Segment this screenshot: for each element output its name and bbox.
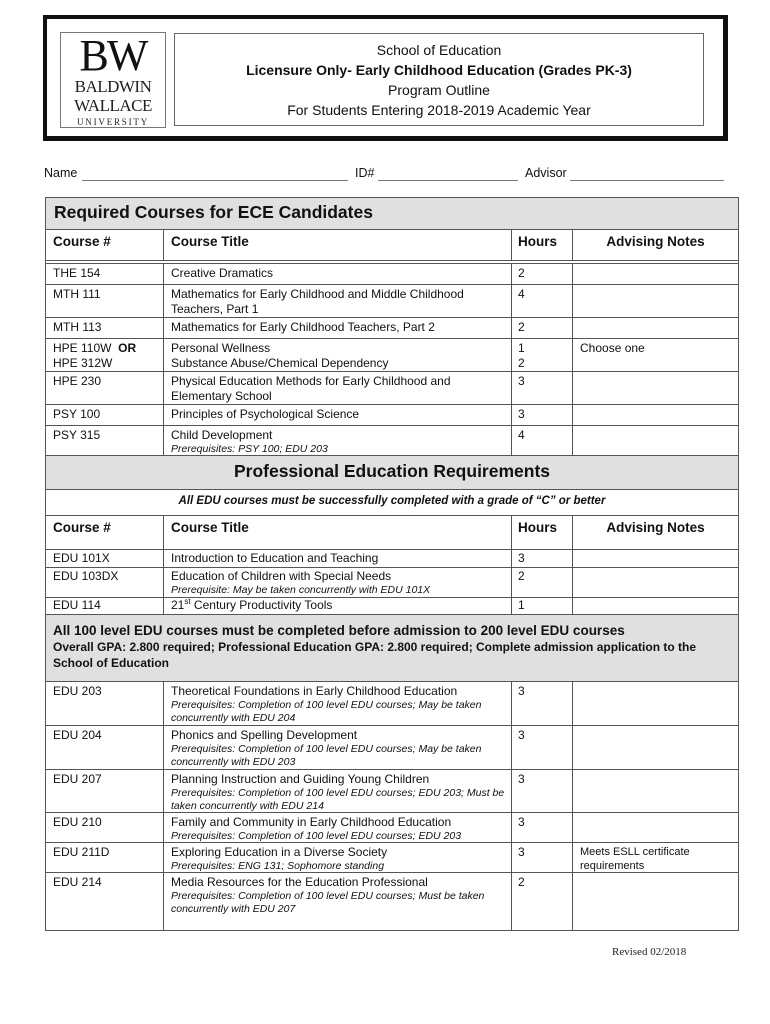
course-title-text: Theoretical Foundations in Early Childhood Education bbox=[171, 684, 458, 698]
required-courses-table bbox=[45, 197, 739, 458]
course-title-text: Child Development bbox=[171, 428, 273, 442]
program-title: Licensure Only- Early Childhood Education (Grades PK-3) bbox=[246, 61, 632, 78]
admission-note-heading: All 100 level EDU courses must be completed before admission to 200 level EDU courses bbox=[53, 623, 625, 638]
prerequisite-note: Prerequisite: May be taken concurrently with EDU 101X bbox=[171, 584, 431, 596]
course-title-text: Phonics and Spelling Development bbox=[171, 728, 358, 742]
course-number: EDU 210 bbox=[46, 813, 164, 842]
course-title: Mathematics for Early Childhood and Middle Childhood Teachers, Part 1 bbox=[164, 285, 512, 317]
course-number: EDU 203 bbox=[46, 682, 164, 725]
advising-notes bbox=[573, 873, 738, 930]
course-title-text: Education of Children with Special Needs bbox=[171, 569, 392, 583]
course-hours: 4 bbox=[512, 285, 573, 317]
admission-requirements-note bbox=[46, 615, 738, 682]
course-hours: 2 bbox=[512, 568, 573, 597]
logo-university: UNIVERSITY bbox=[77, 117, 149, 127]
name-field[interactable] bbox=[82, 180, 348, 181]
id-label: ID# bbox=[355, 166, 375, 180]
advising-notes bbox=[573, 550, 738, 567]
course-hours: 3 bbox=[512, 372, 573, 404]
course-number: EDU 101X bbox=[46, 550, 164, 567]
course-number: PSY 315 bbox=[46, 426, 164, 457]
prerequisite-note: Prerequisites: Completion of 100 level EDU courses; May be taken concurrently with EDU 203 bbox=[171, 743, 482, 768]
table-row bbox=[46, 285, 738, 318]
course-title bbox=[164, 426, 512, 457]
course-hours: 3 bbox=[512, 843, 573, 872]
advising-notes bbox=[573, 426, 738, 457]
course-title bbox=[164, 339, 512, 371]
table-row bbox=[46, 682, 738, 726]
entering-year: For Students Entering 2018-2019 Academic Year bbox=[287, 101, 591, 118]
course-title-1: Personal Wellness bbox=[171, 341, 271, 355]
table-row bbox=[46, 568, 738, 598]
or-label: OR bbox=[118, 341, 137, 355]
course-option-2: HPE 312W bbox=[53, 356, 113, 370]
grade-requirement-note: All EDU courses must be successfully completed with a grade of “C” or better bbox=[46, 490, 738, 516]
prerequisite-note: Prerequisites: Completion of 100 level EDU courses; May be taken concurrently with EDU 204 bbox=[171, 699, 482, 724]
course-hours: 3 bbox=[512, 813, 573, 842]
advising-notes bbox=[573, 372, 738, 404]
advisor-label: Advisor bbox=[525, 166, 567, 180]
course-hours: 3 bbox=[512, 682, 573, 725]
course-number: HPE 230 bbox=[46, 372, 164, 404]
table-row bbox=[46, 598, 738, 615]
course-hours: 2 bbox=[512, 318, 573, 338]
course-hours-1: 1 bbox=[518, 341, 525, 355]
course-hours bbox=[512, 339, 573, 371]
ordinal-suffix: st bbox=[184, 597, 191, 606]
student-info-row bbox=[44, 166, 734, 184]
table-row bbox=[46, 813, 738, 843]
course-hours: 1 bbox=[512, 598, 573, 614]
course-hours-2: 2 bbox=[518, 356, 525, 370]
course-title bbox=[164, 682, 512, 725]
logo-wallace: WALLACE bbox=[74, 96, 152, 115]
advising-notes bbox=[573, 598, 738, 614]
course-title: Principles of Psychological Science bbox=[164, 405, 512, 425]
title-part: Century Productivity Tools bbox=[190, 598, 333, 612]
course-hours: 4 bbox=[512, 426, 573, 457]
outline-label: Program Outline bbox=[388, 81, 490, 98]
course-number: EDU 204 bbox=[46, 726, 164, 769]
title-part: 21 bbox=[171, 598, 185, 612]
professional-education-table bbox=[45, 455, 739, 931]
course-title bbox=[164, 813, 512, 842]
table-row bbox=[46, 873, 738, 930]
course-number: EDU 211D bbox=[46, 843, 164, 872]
table-row bbox=[46, 372, 738, 405]
table-row bbox=[46, 843, 738, 873]
advising-notes bbox=[573, 405, 738, 425]
advising-notes bbox=[573, 682, 738, 725]
course-hours: 3 bbox=[512, 770, 573, 812]
course-title: Mathematics for Early Childhood Teachers, Part 2 bbox=[164, 318, 512, 338]
advising-notes bbox=[573, 264, 738, 284]
course-title bbox=[164, 770, 512, 812]
col-title: Course Title bbox=[164, 230, 512, 260]
course-title-text: Planning Instruction and Guiding Young Children bbox=[171, 772, 430, 786]
logo-monogram: BW bbox=[79, 31, 147, 80]
table-row bbox=[46, 770, 738, 813]
course-title bbox=[164, 568, 512, 597]
name-label: Name bbox=[44, 166, 78, 180]
advising-notes bbox=[573, 770, 738, 812]
course-title bbox=[164, 843, 512, 872]
table-row-choice bbox=[46, 339, 738, 372]
course-title-2: Substance Abuse/Chemical Dependency bbox=[171, 356, 389, 370]
table-header-row bbox=[46, 516, 738, 550]
admission-note-gpa: Overall GPA: 2.800 required; Professional Education GPA: 2.800 required; Complete admission application to the School of Education bbox=[53, 640, 697, 670]
table-row bbox=[46, 318, 738, 339]
course-number: EDU 114 bbox=[46, 598, 164, 614]
id-field[interactable] bbox=[378, 180, 518, 181]
table-row bbox=[46, 726, 738, 770]
col-course: Course # bbox=[46, 516, 164, 549]
col-hours: Hours bbox=[512, 516, 573, 549]
col-hours: Hours bbox=[512, 230, 573, 260]
course-hours: 3 bbox=[512, 726, 573, 769]
course-number: THE 154 bbox=[46, 264, 164, 284]
course-title: Introduction to Education and Teaching bbox=[164, 550, 512, 567]
col-course: Course # bbox=[46, 230, 164, 260]
course-hours: 3 bbox=[512, 550, 573, 567]
table-row bbox=[46, 426, 738, 457]
advising-notes bbox=[573, 726, 738, 769]
course-number bbox=[46, 339, 164, 371]
course-number: EDU 214 bbox=[46, 873, 164, 930]
revision-date: Revised 02/2018 bbox=[612, 946, 687, 958]
section-title: Professional Education Requirements bbox=[46, 456, 738, 490]
prerequisite-note: Prerequisites: Completion of 100 level EDU courses; Must be taken concurrently with EDU 207 bbox=[171, 890, 485, 915]
course-title bbox=[164, 726, 512, 769]
prerequisite-note: Prerequisites: ENG 131; Sophomore standing bbox=[171, 860, 385, 872]
table-header-row bbox=[46, 230, 738, 261]
table-row bbox=[46, 405, 738, 426]
advising-notes bbox=[573, 813, 738, 842]
course-option-1: HPE 110W bbox=[53, 341, 112, 355]
course-title: Creative Dramatics bbox=[164, 264, 512, 284]
table-row bbox=[46, 550, 738, 568]
course-title bbox=[164, 598, 512, 614]
logo-baldwin: BALDWIN bbox=[74, 77, 152, 96]
course-number: MTH 111 bbox=[46, 285, 164, 317]
course-title-text: Media Resources for the Education Professional bbox=[171, 875, 428, 889]
prerequisite-note: Prerequisites: Completion of 100 level EDU courses; EDU 203; Must be taken concurrently with EDU 214 bbox=[171, 787, 505, 812]
school-name: School of Education bbox=[376, 41, 502, 58]
table-row bbox=[46, 263, 738, 285]
col-notes: Advising Notes bbox=[606, 520, 705, 535]
course-number: PSY 100 bbox=[46, 405, 164, 425]
course-number: EDU 207 bbox=[46, 770, 164, 812]
advising-notes bbox=[573, 285, 738, 317]
course-title-text: Family and Community in Early Childhood Education bbox=[171, 815, 452, 829]
prerequisite-note: Prerequisites: Completion of 100 level EDU courses; EDU 203 bbox=[171, 830, 462, 842]
course-hours: 2 bbox=[512, 873, 573, 930]
course-hours: 2 bbox=[512, 264, 573, 284]
course-hours: 3 bbox=[512, 405, 573, 425]
university-logo bbox=[60, 32, 166, 128]
advising-notes: Meets ESLL certificate requirements bbox=[580, 846, 690, 872]
course-title: Physical Education Methods for Early Childhood and Elementary School bbox=[164, 372, 512, 404]
col-notes: Advising Notes bbox=[606, 234, 705, 249]
advising-notes bbox=[573, 568, 738, 597]
prerequisite-note: Prerequisites: PSY 100; EDU 203 bbox=[171, 443, 328, 455]
course-number: EDU 103DX bbox=[46, 568, 164, 597]
advising-notes bbox=[573, 318, 738, 338]
section-title: Required Courses for ECE Candidates bbox=[46, 198, 738, 230]
advising-notes: Choose one bbox=[580, 341, 645, 355]
course-number: MTH 113 bbox=[46, 318, 164, 338]
course-title bbox=[164, 873, 512, 930]
course-title-text: Exploring Education in a Diverse Society bbox=[171, 845, 388, 859]
col-title: Course Title bbox=[164, 516, 512, 549]
advisor-field[interactable] bbox=[570, 180, 724, 181]
document-title-block bbox=[174, 33, 704, 126]
